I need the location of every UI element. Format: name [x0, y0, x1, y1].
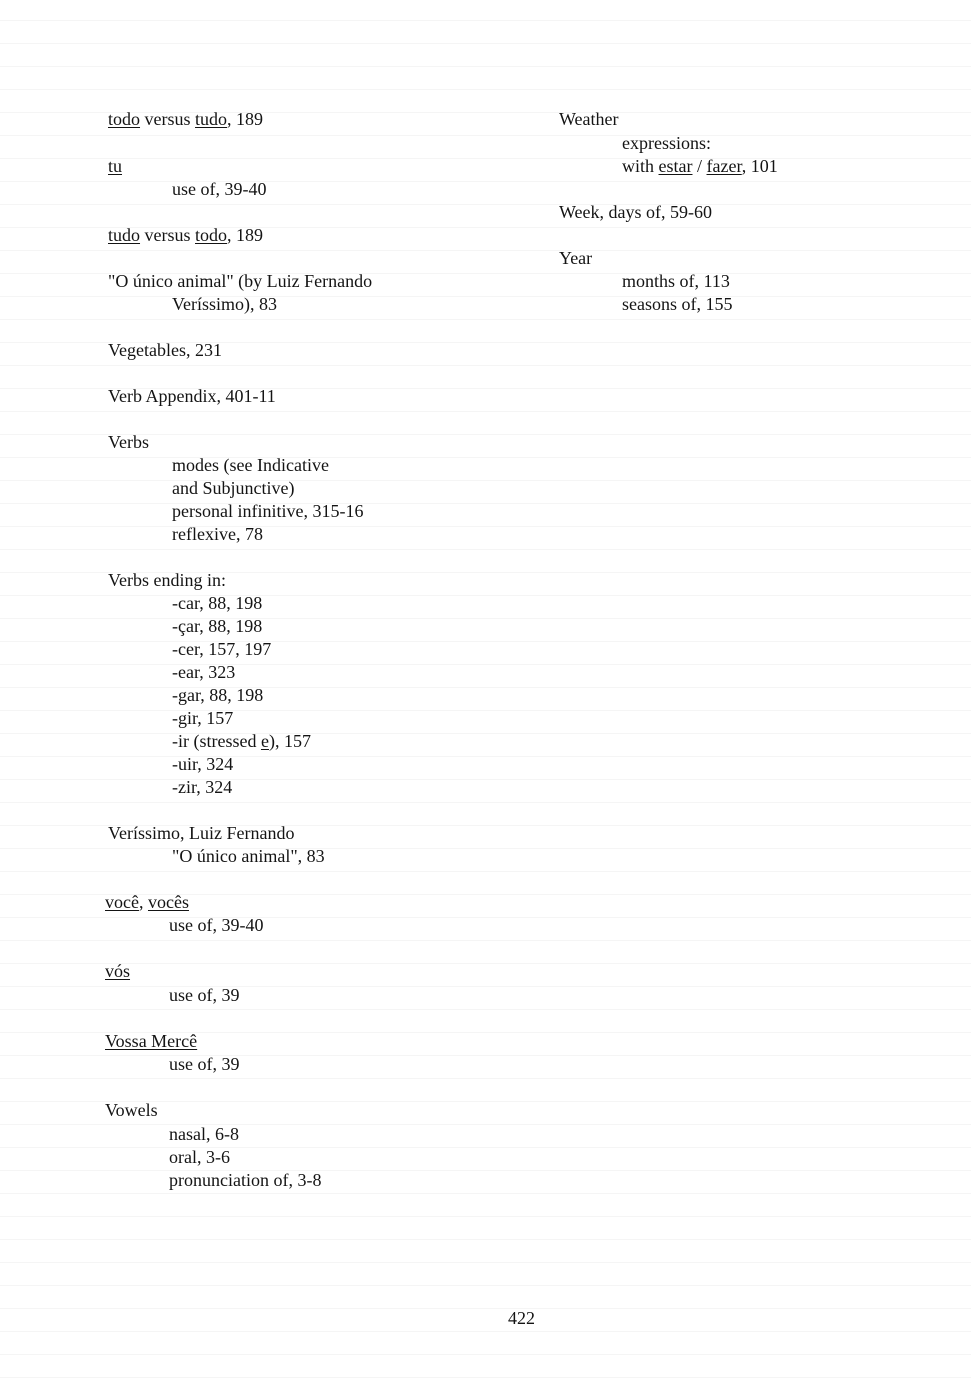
- index-entry-vos: vós: [105, 961, 131, 981]
- index-subentry: -gir, 157: [172, 708, 234, 728]
- index-entry-year: Year: [559, 248, 593, 268]
- index-entry-week: Week, days of, 59-60: [559, 202, 713, 222]
- index-entry-tudo: tudo versus todo, 189: [108, 225, 264, 245]
- index-subentry: -çar, 88, 198: [172, 616, 263, 636]
- index-subentry: -uir, 324: [172, 754, 234, 774]
- index-entry-vossa-merce: Vossa Mercê: [105, 1031, 198, 1051]
- index-entry-continuation: Veríssimo), 83: [172, 294, 277, 314]
- page-number: 422: [508, 1308, 535, 1328]
- index-subentry: use of, 39: [169, 985, 240, 1005]
- index-subentry: with estar / fazer, 101: [622, 156, 778, 176]
- index-entry-verb-appendix: Verb Appendix, 401-11: [108, 386, 276, 406]
- index-subentry: oral, 3-6: [169, 1147, 230, 1167]
- index-subentry: -ir (stressed e), 157: [172, 731, 311, 751]
- index-entry-tu: tu: [108, 156, 123, 176]
- index-subentry: and Subjunctive): [172, 478, 295, 498]
- index-subentry: personal infinitive, 315-16: [172, 501, 364, 521]
- index-subentry: -ear, 323: [172, 662, 236, 682]
- index-subentry: modes (see Indicative: [172, 455, 329, 475]
- index-entry-verbs-ending: Verbs ending in:: [108, 570, 226, 590]
- index-entry-vowels: Vowels: [105, 1100, 158, 1120]
- index-entry-vegetables: Vegetables, 231: [108, 340, 222, 360]
- index-entry-voce: você, vocês: [105, 892, 189, 912]
- index-subentry: -car, 88, 198: [172, 593, 263, 613]
- index-subentry: months of, 113: [622, 271, 730, 291]
- index-subentry: use of, 39: [169, 1054, 240, 1074]
- index-subentry: -cer, 157, 197: [172, 639, 272, 659]
- index-subentry: nasal, 6-8: [169, 1124, 239, 1144]
- index-subentry: expressions:: [622, 133, 711, 153]
- index-subentry: pronunciation of, 3-8: [169, 1170, 322, 1190]
- index-entry-weather: Weather: [559, 109, 619, 129]
- index-subentry: -gar, 88, 198: [172, 685, 264, 705]
- index-subentry: use of, 39-40: [169, 915, 264, 935]
- index-subentry: seasons of, 155: [622, 294, 733, 314]
- index-entry-todo: todo versus tudo, 189: [108, 109, 264, 129]
- index-entry-verbs: Verbs: [108, 432, 149, 452]
- index-subentry: reflexive, 78: [172, 524, 263, 544]
- index-subentry: -zir, 324: [172, 777, 233, 797]
- index-entry-verissimo: Veríssimo, Luiz Fernando: [108, 823, 295, 843]
- index-subentry: "O único animal", 83: [172, 846, 325, 866]
- index-entry-o-unico-animal: "O único animal" (by Luiz Fernando: [108, 271, 373, 291]
- index-subentry: use of, 39-40: [172, 179, 267, 199]
